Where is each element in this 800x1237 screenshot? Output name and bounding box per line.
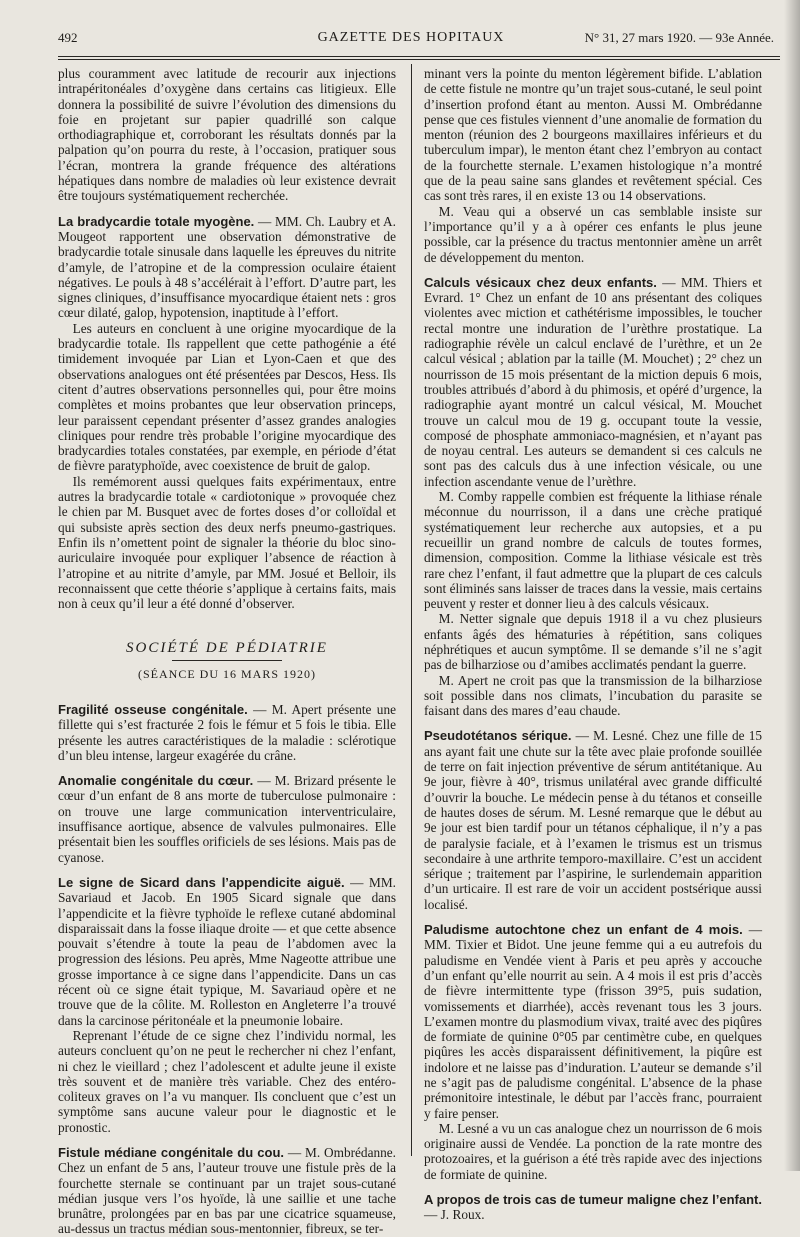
article-title: Fistule médiane congénitale du cou. — [58, 1145, 285, 1160]
issue-info: N° 31, 27 mars 1920. — 93e Année. — [584, 30, 774, 45]
right-column — [424, 66, 762, 1223]
page-header — [40, 16, 782, 46]
article-title: Le signe de Sicard dans l’appendicite aiguë. — [58, 874, 345, 890]
intro-paragraph: plus couramment avec latitude de recourir aux injections intrapéritonéales d’oxygène dans certains cas litigieux. Elle donnera la possibilité de suivre l’évolution des dimensions du foie en projetant sur papier quadrillé son calque orthodiagraphique et, corroborant les résultats donnés par la palpation qu’on pourra du reste, à l’occasion, pratiquer sous l’écran, montrera la grande fréquence des altérations hépatiques dans nombre de maladies où leur existence devrait être toujours systématiquement recherchée. — [58, 66, 396, 204]
article-text: — M. Ombrédanne. Chez un enfant de 5 ans, l’auteur trouve une fistule près de la fourchette sternale se continuant par un trajet sous-cutané médian jusque vers l’os hyoïde, là une saillie et une tache brunâtre, prolongées par en bas par une cicatrice squameuse, au-dessus un tractus médian sous-mentonnier, fibreux, se ter- — [58, 1145, 397, 1237]
article-text: — MM. Thiers et Evrard. 1° Chez un enfant de 10 ans présentant des coliques violentes avec miction et cathétérisme impossibles, le toucher rectal montre une induration de l’urèthre prostatique. La radiographie révèle un calcul enclavé de l’urèthre, et un 2e calcul vésical ; ablation par la taille (M. Mouchet) ; 2° chez un nourrisson de 15 mois présentant de la miction depuis 6 mois, troubles attribués d’abord à du phimosis, et opéré d’urgence, la radiographie ayant montré un calcul vésical, M. Mouchet trouve un calcul mou de 19 g. occupant toute la vessie, composé de phosphate ammoniaco-magnésien, et n’ayant pas de noyau central. Les auteurs se demandent si ces calculs ne sont pas des calculs dus à une infection vésicale, ou une infection ascendante venue de l’urèthre. — [424, 274, 762, 489]
paragraph: M. Lesné a vu un cas analogue chez un nourrisson de 6 mois originaire aussi de Vendée. La ponction de la rate montre des protozoaires, et la guérison a été très rapide avec des injections de formiate de quinine. — [424, 1120, 762, 1182]
society-rule — [172, 660, 282, 661]
paragraph: Les auteurs en concluent à une origine myocardique de la bradycardie totale. Ils rappellent que cette pathogénie a été timidement invoquée par Lian et Lyon-Caen et que des observations analogues ont été présentées par Descos, Hess. Ils citent d’autres observations personnelles qui, pour être moins complètes et moins probantes que leur observation princeps, leur paraissent cependant présenter d’assez grandes analogies cliniques pour rendre très probable l’origine myocardique des bradycardies totales constatées, par exemple, en période d’état de fièvre paratyphoïde, avec coexistence de bruit de galop. — [58, 320, 396, 474]
article-title: Pseudotétanos sérique. — [424, 728, 572, 744]
paragraph: M. Apert ne croit pas que la transmission de la bilharziose soit possible dans nos climats, l’incubation du parasite se faisant dans des mares d’eau chaude. — [424, 672, 762, 719]
article-text: rapportent une observation démonstrative de bradycardie totale sinusale dans laquelle les épreuves du nitrite d’amyle, de l’atropine et de la compression oculaire étaient négatives. Le pouls à 48 s’accélérait à l’effort. D’autre part, les signes cliniques, d’insuffisance myocardique étaient nets : gros cœur dilaté, galop, hypotension, inaptitude à l’effort. — [58, 228, 396, 321]
paragraph: minant vers la pointe du menton légèrement bifide. L’ablation de cette fistule ne montre qu’un trajet sous-cutané, le seul point d’insertion profond étant au menton. Aussi M. Ombrédanne pense que ces fistules viennent d’une anomalie de formation du menton (réunion des 2 bourgeons maxillaires inférieurs et du tuberculum impar), le menton étant chez l’embryon au contact de la fourchette sternale. L’examen histologique n’a montré que de la peau saine sans glandes et revêtement spécial. Ces cas sont très rares, il en existe 13 ou 14 observations. — [424, 66, 762, 204]
paragraph: Reprenant l’étude de ce signe chez l’individu normal, les auteurs concluent qu’on ne peut le rechercher ni chez l’enfant, ni chez le vieillard ; chez l’adolescent et adulte jeune il existe très souvent et de manière très variable. Chez des entéro-coliteux graves on l’a vu manquer. Ils concluent que c’est un symptôme sans aucune valeur pour le diagnostic et le pronostic. — [58, 1027, 396, 1135]
page-edge-shadow — [784, 0, 800, 1171]
column-divider — [411, 64, 412, 1156]
article-authors: — J. Roux. — [424, 1207, 485, 1223]
article-title: Paludisme autochtone chez un enfant de 4 mois. — [424, 922, 743, 938]
article-text: — M. Apert présente une fillette qui s’est fracturée 2 fois le fémur et 5 fois le tibia. Elle présente les autres caractéristiques de la maladie : sclérotique d’un bleu intense, largeur exagérée du crâne. — [58, 701, 396, 763]
header-rule-thin — [58, 59, 780, 60]
article-text: — M. Brizard présente le cœur d’un enfant de 8 ans morte de tuberculose pulmonaire : on trouve une large communication interventriculaire, insuffisance aortique, absence de valvules pulmonaires. Elle présentait bien les souffles orificiels de ses lésions. Mais pas de cyanose. — [58, 773, 396, 865]
article-title: Anomalie congénitale du cœur. — [58, 773, 254, 789]
article-text: — M. Lesné. Chez une fille de 15 ans ayant fait une chute sur la tête avec plaie profonde souillée de terre on fait injection préventive de sérum antitétanique. Au 9e jour, fièvre à 40°, trismus unilatéral avec grande difficulté d’ouvrir la bouche. Le médecin pense à du tétanos et conseille de hautes doses de sérum. M. Lesné remarque que le début au 9e jour est bien tardif pour un tétanos céphalique, il n’y a pas de paralysie faciale, et à l’examen le trismus est un trismus secondaire à une arthrite temporo-maxillaire. C’est un accident sérique ; traitement par l’aspirine, le surlendemain apparition d’un urticaire. Il est rare de voir un accident postsérique aussi localisé. — [424, 728, 762, 912]
page-number: 492 — [58, 30, 78, 45]
article-text: — MM. Tixier et Bidot. Une jeune femme qui a eu autrefois du paludisme en Vendée vient à Paris et peu après y accouche d’un enfant qu’elle nourrit au sein. A 4 mois il est pris d’accès de fièvre intermittente type (frisson 39°5, puis sudation, vomissements et diarrhée), accès revenant tous les 3 jours. L’examen montre du plasmodium vivax, traité avec des piqûres de formiate de quinine 0°05 par centimètre cube, en quelques piqûres les accès disparaissent définitivement, la piqûre est indolore et ne laisse pas d’induration. L’auteur se demande s’il ne s’agit pas de paludisme congénital. L’absence de la phase prémonitoire intestinale, le début par l’accès franc, pourraient y faire penser. — [424, 922, 762, 1121]
session-date: (SÉANCE DU 16 MARS 1920) — [137, 666, 316, 681]
article-title: Fragilité osseuse congénitale. — [58, 701, 248, 717]
header-rule — [58, 56, 780, 57]
paragraph: Ils remémorent aussi quelques faits expérimentaux, entre autres la bradycardie totale « cardiotonique » provoquée chez le chien par M. Busquet avec de fortes doses d’or colloïdal et qui subsiste après section des deux nerfs pneumo-gastriques. Enfin ils n’omettent point de signaler la théorie du bloc sino-auriculaire invoquée pour expliquer l’absence de réaction à l’atropine et au nitrite d’amyle, par MM. Josué et Belloir, ils reconnaissent que cette théorie s’applique à certains faits, mais non à ceux qu’il leur a été donné d’observer. — [58, 473, 396, 612]
article-title: La bradycardie totale myogène. — [58, 213, 255, 229]
left-column — [58, 66, 397, 1237]
paragraph: M. Netter signale que depuis 1918 il a vu chez plusieurs enfants âgés des hématuries à répétition, sans coliques néphrétiques et aucun symptôme. Il se demande s’il ne s’agit pas de bilharziose ou d’amibes acclimatés pendant la guerre. — [424, 611, 762, 673]
article-title: A propos de trois cas de tumeur maligne chez l’enfant. — [424, 1192, 762, 1208]
paragraph: M. Comby rappelle combien est fréquente la lithiase rénale méconnue du nourrisson, il a dans une crèche pratiqué systématiquement leur recherche aux autopsies, et a pu recueillir un grand nombre de calculs de toutes formes, dimension, composition. Comme la lithiase vésicale est très rare chez l’enfant, il faut admettre que la plupart de ces calculs sont éliminés sans laisser de traces dans la vessie, mais certains peuvent y rester et donner lieu à des calculs vésicaux. — [424, 489, 762, 612]
article-authors: — MM. Ch. Laubry et A. Mougeot — [58, 213, 396, 244]
article-title: Calculs vésicaux chez deux enfants. — [424, 274, 657, 290]
article-text: — MM. Savariaud et Jacob. En 1905 Sicard signale que dans l’appendicite et la fièvre typhoïde le reflexe cutané abdominal disparaissait dans la fosse iliaque droite — et que cette absence pouvait s’étendre à toute la peau de l’abdomen avec la progression des lésions. Peu après, Mme Nageotte attribue une grosse importance à ce signe dans l’appendicite. Dans un cas récent où ce signe était typique, M. Savariaud opère et ne trouve que de la côlite. M. Rolleston en Angleterre l’a trouvé dans la carcinose péritonéale et la pneumonie lobaire. — [58, 874, 396, 1028]
society-heading: SOCIÉTÉ DE PÉDIATRIE — [126, 640, 328, 657]
paragraph: M. Veau qui a observé un cas semblable insiste sur l’importance qu’il y a à opérer ces enfants le plus jeune possible, car la présence du tractus mentonnier amène un arrêt de développement du menton. — [424, 203, 762, 265]
journal-title: GAZETTE DES HOPITAUX — [317, 30, 505, 45]
